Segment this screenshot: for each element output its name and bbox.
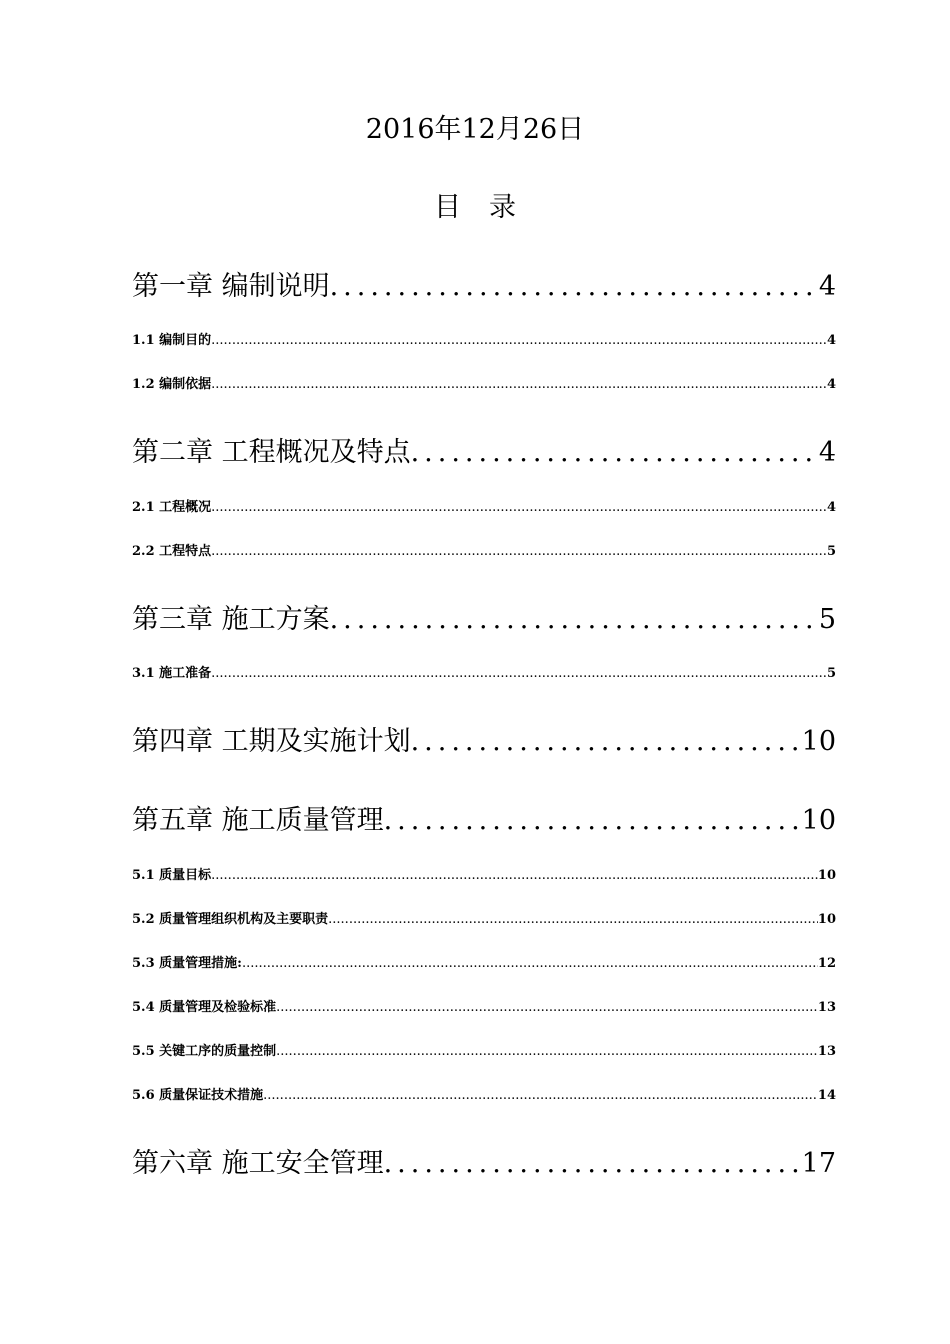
toc-page-number: 10 [801, 805, 836, 836]
toc-label: 5.1 质量目标 [132, 868, 212, 883]
dot-leader [211, 866, 818, 886]
toc-label: 第五章 施工质量管理 [132, 805, 384, 836]
toc-section-5-2[interactable] [132, 910, 836, 930]
toc-page-number: 5 [826, 666, 836, 681]
toc-section-2-1[interactable] [132, 498, 836, 518]
toc-section-2-2[interactable] [132, 542, 836, 562]
toc-label: 第六章 施工安全管理 [132, 1148, 384, 1179]
toc-chapter-1[interactable] [132, 267, 836, 307]
toc-page-number: 17 [801, 1148, 836, 1179]
toc-section-5-5[interactable] [132, 1042, 836, 1062]
toc-label: 1.1 编制目的 [132, 333, 212, 348]
toc-chapter-5[interactable] [132, 801, 836, 841]
toc-chapter-3[interactable] [132, 600, 836, 640]
dot-leader [276, 1042, 818, 1062]
dot-leader [384, 1144, 802, 1184]
toc-chapter-2[interactable] [132, 433, 836, 473]
toc-label: 5.4 质量管理及检验标准 [132, 1000, 277, 1015]
dot-leader [242, 954, 818, 974]
toc-label: 5.2 质量管理组织机构及主要职责 [132, 912, 329, 927]
toc-page-number: 4 [818, 437, 836, 468]
toc-section-1-2[interactable] [132, 375, 836, 395]
toc-title: 目录 [434, 192, 544, 223]
toc-page-number: 10 [801, 726, 836, 757]
toc-section-5-6[interactable] [132, 1086, 836, 1106]
dot-leader [411, 722, 802, 762]
dot-leader [330, 267, 819, 307]
toc-page-number: 4 [826, 500, 836, 515]
toc-chapter-4[interactable] [132, 722, 836, 762]
dot-leader [276, 998, 818, 1018]
toc-label: 5.3 质量管理措施: [132, 956, 242, 971]
dot-leader [211, 664, 827, 684]
toc-section-5-1[interactable] [132, 866, 836, 886]
toc-page-number: 13 [817, 1044, 836, 1059]
toc-label: 第三章 施工方案 [132, 604, 330, 635]
document-date: 2016年12月26日 [365, 114, 585, 145]
dot-leader [328, 910, 818, 930]
toc-page-number: 5 [826, 544, 836, 559]
toc-label: 3.1 施工准备 [132, 666, 212, 681]
toc-section-1-1[interactable] [132, 331, 836, 351]
toc-label: 第一章 编制说明 [132, 271, 330, 302]
toc-label: 2.2 工程特点 [132, 544, 212, 559]
toc-label: 1.2 编制依据 [132, 377, 212, 392]
dot-leader [211, 498, 827, 518]
toc-label: 第四章 工期及实施计划 [132, 726, 411, 757]
dot-leader [263, 1086, 818, 1106]
toc-page-number: 4 [826, 333, 836, 348]
dot-leader [211, 542, 827, 562]
toc-page-number: 4 [818, 271, 836, 302]
dot-leader [411, 433, 819, 473]
toc-page-number: 13 [817, 1000, 836, 1015]
toc-page-number: 4 [826, 377, 836, 392]
toc-label: 5.6 质量保证技术措施 [132, 1088, 264, 1103]
toc-label: 第二章 工程概况及特点 [132, 437, 411, 468]
toc-label: 5.5 关键工序的质量控制 [132, 1044, 277, 1059]
toc-page-number: 10 [817, 868, 836, 883]
dot-leader [211, 375, 827, 395]
toc-section-3-1[interactable] [132, 664, 836, 684]
toc-page-number: 14 [817, 1088, 836, 1103]
toc-page-number: 10 [817, 912, 836, 927]
toc-page-number: 12 [817, 956, 836, 971]
toc-chapter-6[interactable] [132, 1144, 836, 1184]
toc-section-5-4[interactable] [132, 998, 836, 1018]
dot-leader [330, 600, 819, 640]
dot-leader [384, 801, 802, 841]
dot-leader [211, 331, 827, 351]
toc-page-number: 5 [818, 604, 836, 635]
toc-label: 2.1 工程概况 [132, 500, 212, 515]
toc-section-5-3[interactable] [132, 954, 836, 974]
